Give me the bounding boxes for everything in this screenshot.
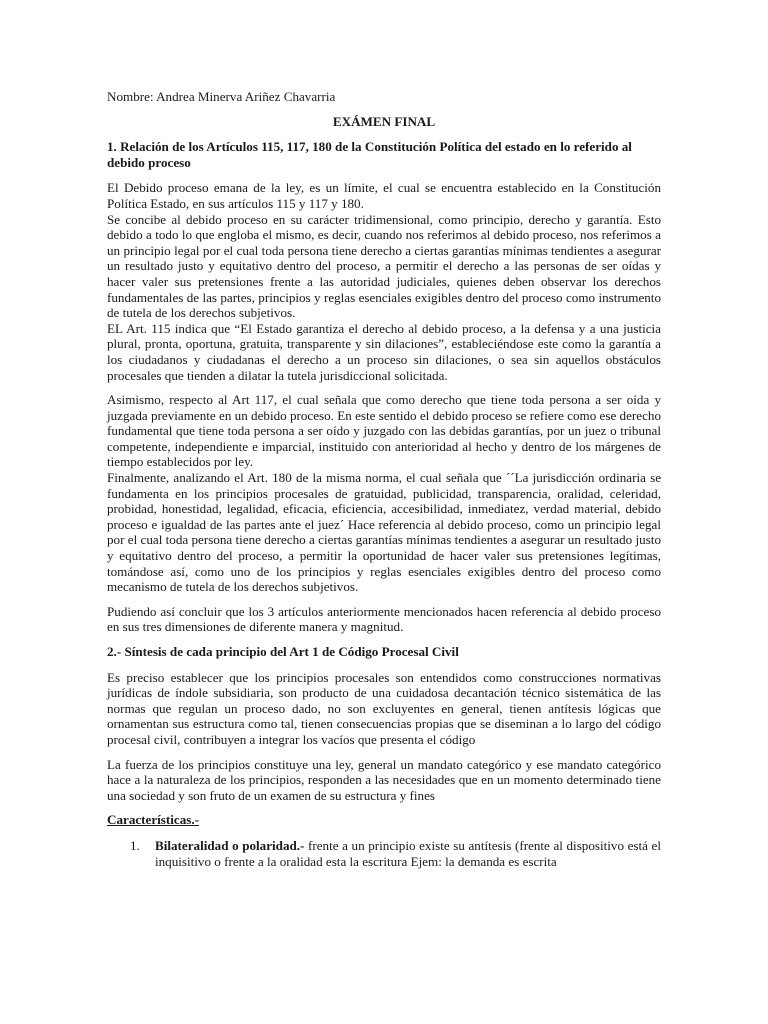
paragraph: Asimismo, respecto al Art 117, el cual señala que como derecho que tiene toda persona a ser oída y juzgada previamente en un debido proceso. En este sentido el debido proceso se refiere como ese derecho fundamental que tiene toda persona a ser oído y juzgado con las debidas garantías, por un juez o tribunal competente, independiente e imparcial, instituido con anterioridad al hecho y dentro de los márgenes de tiempo establecidos por ley. xyxy=(107,392,661,470)
student-name: Nombre: Andrea Minerva Ariñez Chavarria xyxy=(107,89,336,104)
list-item-description: frente a un principio existe su antítesis (frente al dispositivo está el inquisitivo o frente a la oralidad esta la escritura Ejem: la demanda es escrita xyxy=(155,837,661,869)
paragraph: EL Art. 115 indica que “El Estado garantiza el derecho al debido proceso, a la defensa y a una justicia plural, pronta, oportuna, gratuita, transparente y sin dilaciones”, estableciéndose este como la garantía a los ciudadanos y ciudadanas el derecho a un proceso sin dilaciones, o sea sin aquellos obstáculos procesales que tienden a dilatar la tutela jurisdiccional solicitada. xyxy=(107,320,661,383)
paragraph: Es preciso establecer que los principios procesales son entendidos como construcciones normativas jurídicas de índole subsidiaria, son producto de una cuidadosa decantación técnico sistemática de las normas que regulan un proceso dado, no son excluyentes en general, tienen antítesis lógicas que ornamentan sus estructura como tal, tienen consecuencias propias que se diseminan a lo largo del código procesal civil, contribuyen a integrar los vacíos que presenta el código xyxy=(107,669,661,747)
section-1-group-1 xyxy=(107,180,661,383)
section-1-group-2 xyxy=(107,392,661,595)
section-2-heading: 2.- Síntesis de cada principio del Art 1 de Código Procesal Civil xyxy=(107,644,459,659)
document-page xyxy=(107,89,661,869)
list-item-number: 1. xyxy=(130,837,140,853)
list-item-text xyxy=(155,838,661,869)
paragraph: El Debido proceso emana de la ley, es un límite, el cual se encuentra establecido en la Constitución Política Estado, en sus artículos 115 y 117 y 180. xyxy=(107,180,661,211)
characteristics-list xyxy=(107,838,661,869)
paragraph: Finalmente, analizando el Art. 180 de la misma norma, el cual señala que ´´La jurisdicción ordinaria se fundamenta en los principios procesales de gratuidad, publicidad, transparencia, oralidad, celeridad, probidad, honestidad, legalidad, eficacia, eficiencia, accesibilidad, inmediatez, verdad material, debido proceso e igualdad de las partes ante el juez´ Hace referencia al debido proceso, como un principio legal por el cual toda persona tiene derecho a ciertas garantías mínimas tendientes a asegurar un resultado justo y equitativo dentro del proceso, a permitir la oportunidad de hacer valer sus pretensiones legítimas, tomándose así, como uno de los principios y reglas esenciales exigibles dentro del proceso como mecanismo de tutela de los derechos subjetivos. xyxy=(107,470,661,595)
list-item xyxy=(107,838,661,869)
section-1-conclusion: Pudiendo así concluir que los 3 artículos anteriormente mencionados hacen referencia al debido proceso en sus tres dimensiones de diferente manera y magnitud. xyxy=(107,603,661,635)
section-1-heading: 1. Relación de los Artículos 115, 117, 180 de la Constitución Política del estado en lo referido al debido proceso xyxy=(107,139,632,170)
list-item-term: Bilateralidad o polaridad.- xyxy=(155,837,305,853)
document-title: EXÁMEN FINAL xyxy=(332,113,436,129)
characteristics-heading: Características.- xyxy=(107,812,199,828)
paragraph: Se concibe al debido proceso en su carácter tridimensional, como principio, derecho y garantía. Esto debido a todo lo que engloba el mismo, es decir, cuando nos referimos al debido proceso, nos referimos a un principio legal por el cual toda persona tiene derecho a ciertas garantías mínimas tendientes a asegurar un resultado justo y equitativo dentro del proceso, a permitir el derecho a las personas de ser oídas y hacer valer sus pretensiones frente a las autoridad judiciales, quienes deben observar los derechos fundamentales de las partes, principios y reglas esenciales exigibles dentro del proceso como instrumento de tutela de los derechos subjetivos. xyxy=(107,211,661,321)
paragraph: La fuerza de los principios constituye una ley, general un mandato categórico y ese mandato categórico hace a la naturaleza de los principios, responden a las necesidades que en un momento determinado tiene una sociedad y son fruto de un examen de su estructura y fines xyxy=(107,756,661,803)
